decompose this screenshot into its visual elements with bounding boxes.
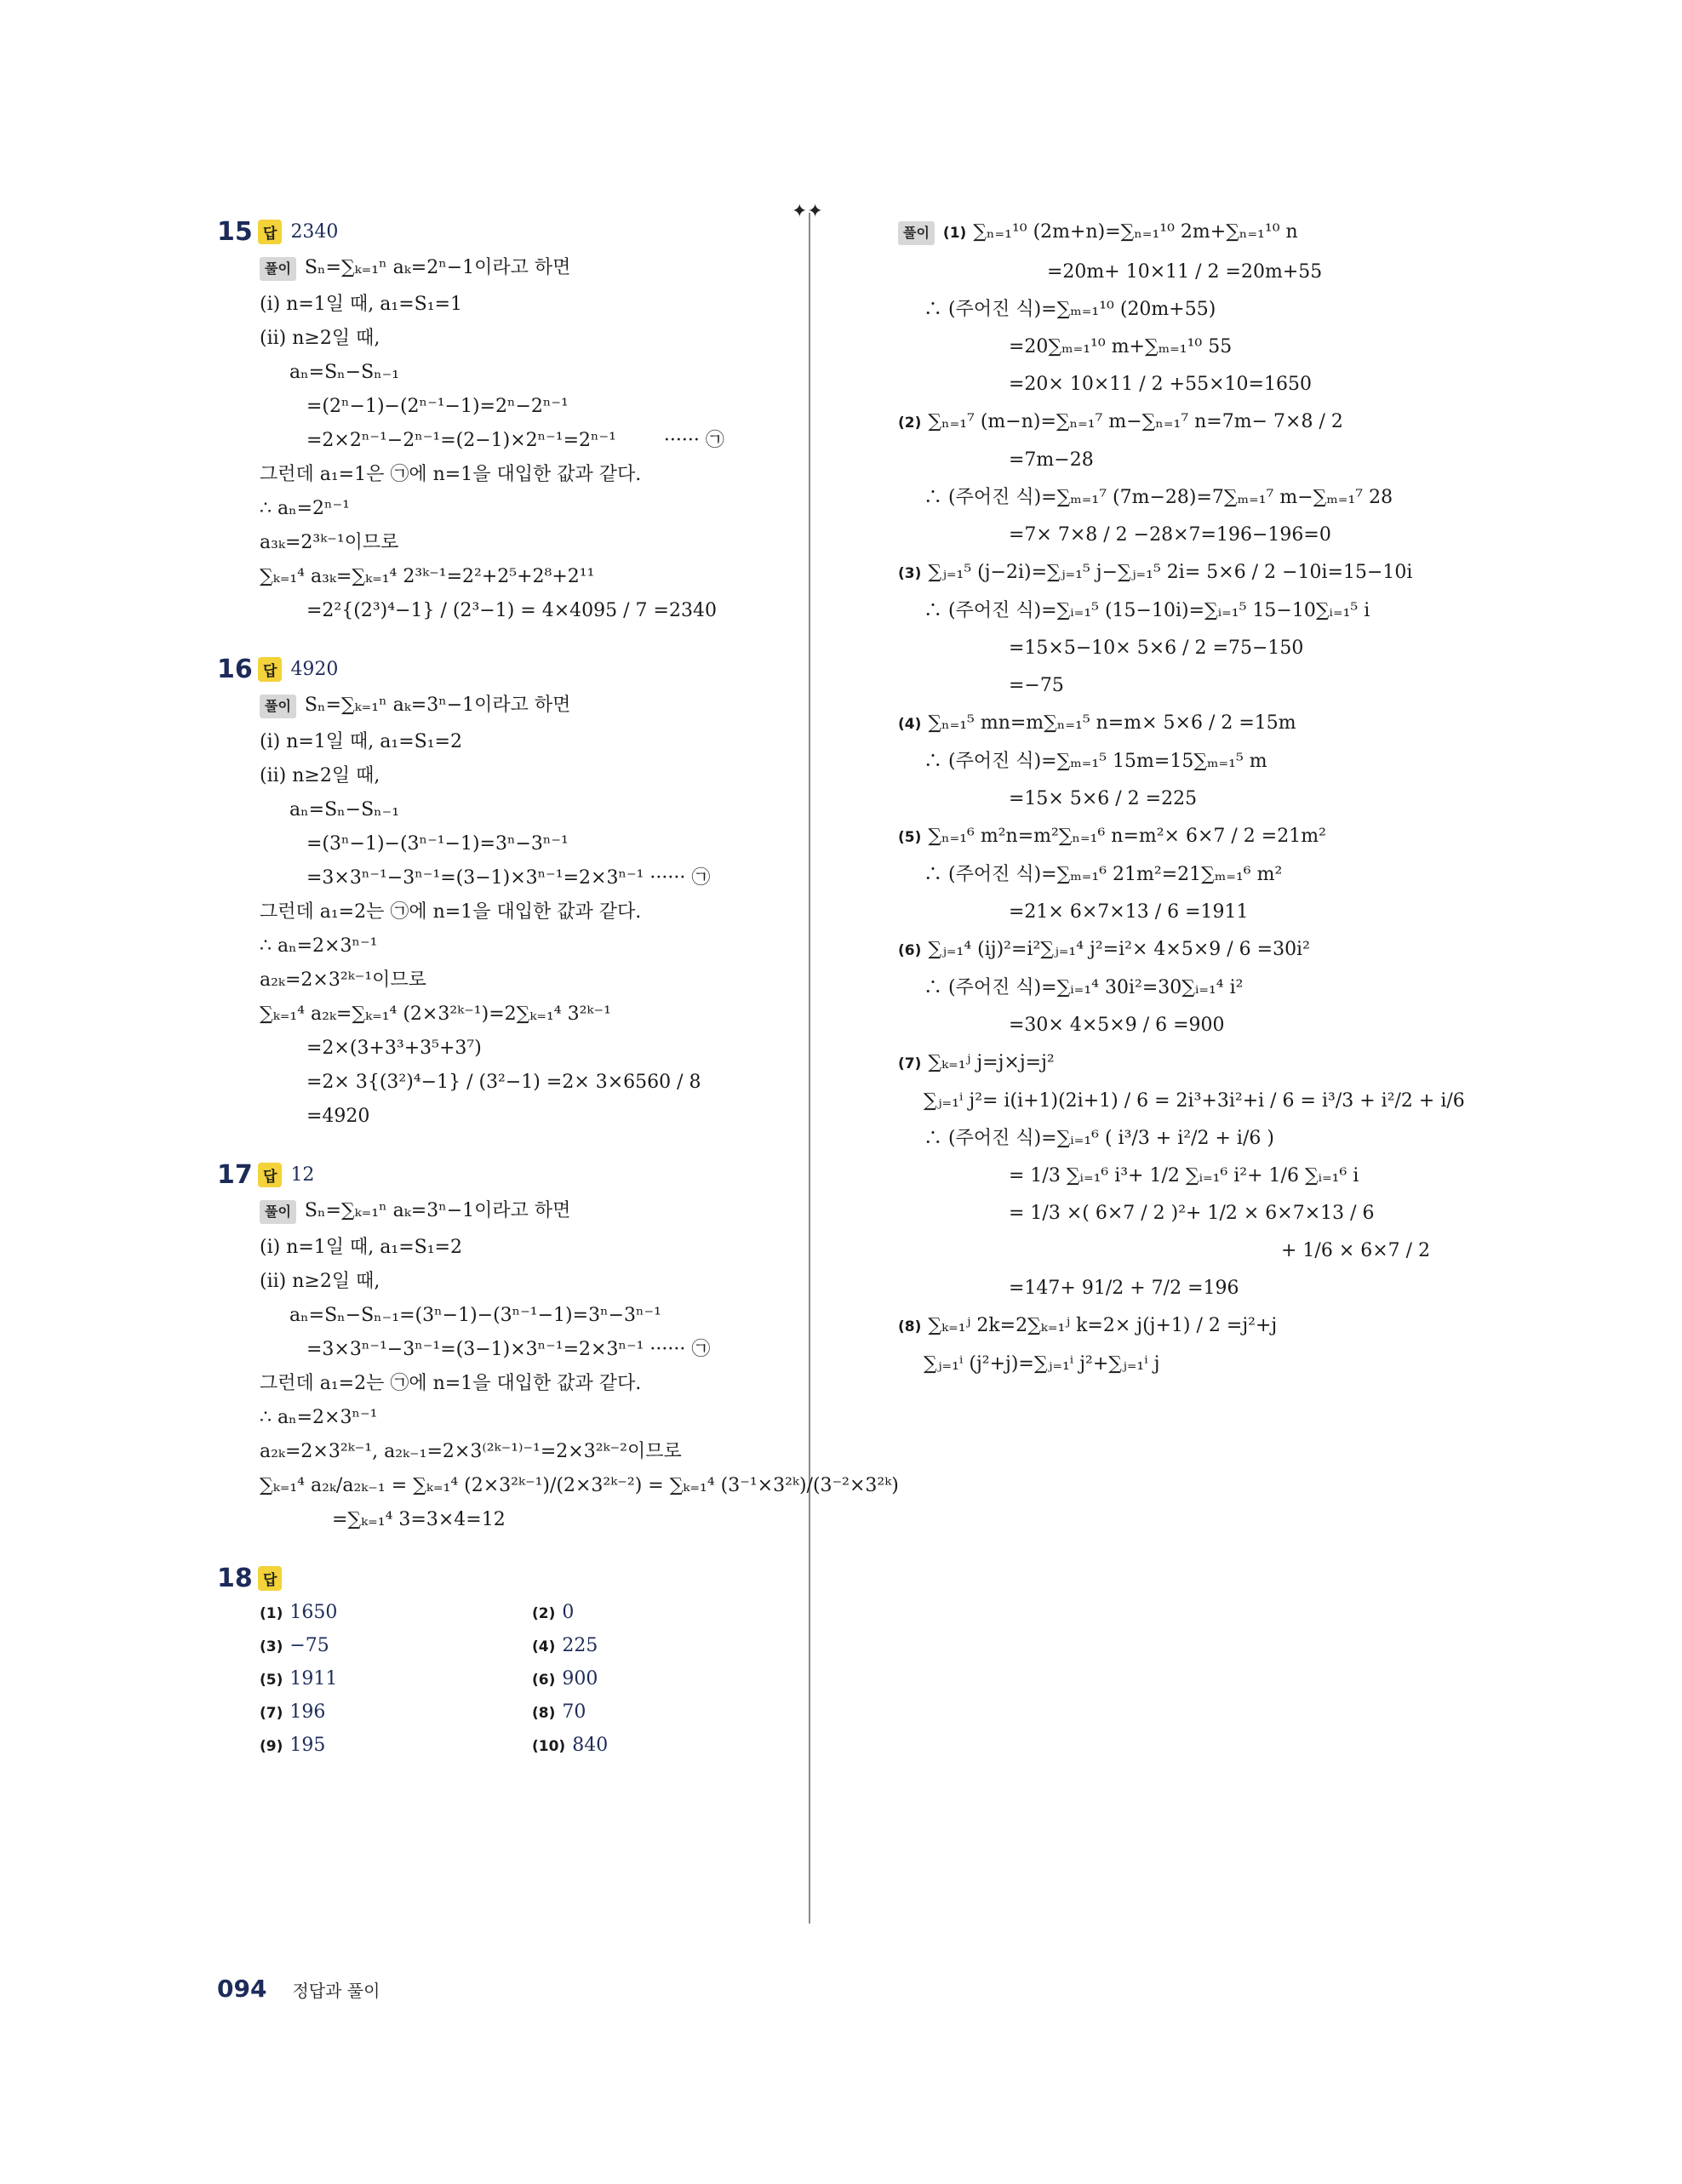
problem-18	[217, 1559, 813, 1756]
solution-line: ∴ aₙ=2ⁿ⁻¹	[260, 498, 351, 519]
solution-line	[898, 479, 1443, 517]
solution-text: ∑ⱼ₌₁⁴ (ij)²=i²∑ⱼ₌₁⁴ j²=i²× 4×5×9 / 6 =30i²	[928, 939, 1310, 960]
solution-line	[898, 442, 1443, 479]
answer-item: (1) 1650	[260, 1602, 338, 1623]
solution-line: =2×2ⁿ⁻¹−2ⁿ⁻¹=(2−1)×2ⁿ⁻¹=2ⁿ⁻¹ ······ ㉠	[306, 430, 724, 451]
solution-text: ∑ⱼ₌₁ⁱ j²= i(i+1)(2i+1) / 6 = 2i³+3i²+i / 6 = i³/3 + i²/2 + i/6	[924, 1090, 1465, 1112]
solution-line	[898, 403, 1443, 442]
solution-text: ∴ (주어진 식)=∑ₘ₌₁⁵ 15m=15∑ₘ₌₁⁵ m	[924, 751, 1267, 772]
solution-line: 그런데 a₁=2는 ㉠에 n=1을 대입한 값과 같다.	[260, 1373, 642, 1394]
solution-line: aₙ=Sₙ−Sₙ₋₁=(3ⁿ−1)−(3ⁿ⁻¹−1)=3ⁿ−3ⁿ⁻¹	[289, 1305, 661, 1326]
problem-16	[217, 650, 813, 1134]
solution-line	[898, 780, 1443, 818]
solution-line	[898, 291, 1443, 329]
solution-text: =20× 10×11 / 2 +55×10=1650	[1009, 374, 1312, 395]
solution-text: =−75	[1009, 675, 1064, 696]
solution-line: =2²{(2³)⁴−1} / (2³−1) = 4×4095 / 7 =2340	[306, 600, 717, 621]
solution-line	[898, 1083, 1465, 1120]
solution-text: ∑ₙ₌₁¹⁰ (2m+n)=∑ₙ₌₁¹⁰ 2m+∑ₙ₌₁¹⁰ n	[973, 221, 1298, 243]
solution-text: ∑ₖ₌₁ʲ 2k=2∑ₖ₌₁ʲ k=2× j(j+1) / 2 =j²+j	[928, 1315, 1278, 1336]
problem-number: 18	[217, 1563, 253, 1593]
solution-line	[898, 592, 1443, 630]
problem-15	[217, 213, 813, 628]
problem-header	[217, 1559, 813, 1597]
solution-text: ∑ₙ₌₁⁵ mn=m∑ₙ₌₁⁵ n=m× 5×6 / 2 =15m	[928, 712, 1296, 734]
answer-badge: 답	[258, 1163, 282, 1187]
solution-line: 풀이 Sₙ=∑ₖ₌₁ⁿ aₖ=3ⁿ−1이라고 하면	[217, 1193, 813, 1231]
left-column	[217, 213, 899, 1778]
problem-number: 16	[217, 654, 253, 684]
sub-problem-label: (5)	[898, 829, 922, 846]
solution-line: (ⅱ) n≥2일 때,	[260, 765, 380, 786]
solution-line	[898, 743, 1443, 780]
solution-text: =15×5−10× 5×6 / 2 =75−150	[1009, 637, 1304, 659]
page-footer	[217, 1975, 380, 2003]
solution-line: =(2ⁿ−1)−(2ⁿ⁻¹−1)=2ⁿ−2ⁿ⁻¹	[306, 396, 569, 417]
solution-line: a₂ₖ=2×3²ᵏ⁻¹이므로	[260, 969, 426, 991]
solution-text: ∴ (주어진 식)=∑ᵢ₌₁⁶ ( i³/3 + i²/2 + i/6 )	[924, 1128, 1274, 1149]
problem-number: 15	[217, 216, 253, 247]
solution-line: aₙ=Sₙ−Sₙ₋₁	[289, 362, 400, 383]
solution-line: =2× 3{(3²)⁴−1} / (3²−1) =2× 3×6560 / 8	[306, 1072, 701, 1093]
right-solution-lines	[898, 213, 1465, 1383]
sub-problem-label: (3)	[898, 565, 922, 582]
solution-line	[898, 1120, 1443, 1158]
solution-line	[898, 705, 1443, 743]
solution-line	[898, 818, 1443, 856]
solution-text: ∴ (주어진 식)=∑ₘ₌₁⁶ 21m²=21∑ₘ₌₁⁶ m²	[924, 864, 1283, 885]
solution-text: ∴ (주어진 식)=∑ᵢ₌₁⁵ (15−10i)=∑ᵢ₌₁⁵ 15−10∑ᵢ₌₁⁵ i	[924, 600, 1370, 621]
solution-line: =3×3ⁿ⁻¹−3ⁿ⁻¹=(3−1)×3ⁿ⁻¹=2×3ⁿ⁻¹ ······ ㉠	[306, 1339, 711, 1360]
solution-badge: 풀이	[260, 695, 296, 718]
solution-line	[898, 667, 1443, 705]
answer-value: 12	[290, 1163, 315, 1186]
solution-text: ∑ⱼ₌₁ⁱ (j²+j)=∑ⱼ₌₁ⁱ j²+∑ⱼ₌₁ⁱ j	[924, 1353, 1160, 1375]
solution-line	[898, 1044, 1443, 1083]
solution-text: =20∑ₘ₌₁¹⁰ m+∑ₘ₌₁¹⁰ 55	[1009, 336, 1233, 357]
solution-line	[898, 1346, 1443, 1383]
solution-text: =21× 6×7×13 / 6 =1911	[1009, 901, 1249, 923]
solution-line: (ⅰ) n=1일 때, a₁=S₁=2	[260, 731, 462, 752]
solution-text: =20m+ 10×11 / 2 =20m+55	[1047, 261, 1323, 283]
solution-text: ∑ₖ₌₁ʲ j=j×j=j²	[928, 1052, 1055, 1073]
problem-number: 17	[217, 1159, 253, 1190]
sub-problem-label: (7)	[898, 1055, 922, 1072]
bird-ornament-icon: ✦✦	[792, 201, 823, 222]
solution-line: (ⅰ) n=1일 때, a₁=S₁=1	[260, 294, 462, 315]
solution-text: ∑ₙ₌₁⁶ m²n=m²∑ₙ₌₁⁶ n=m²× 6×7 / 2 =21m²	[928, 826, 1326, 847]
sub-problem-label: (4)	[898, 716, 922, 733]
solution-text: ∑ₙ₌₁⁷ (m−n)=∑ₙ₌₁⁷ m−∑ₙ₌₁⁷ n=7m− 7×8 / 2	[928, 411, 1343, 432]
solution-text: + 1/6 × 6×7 / 2	[1281, 1240, 1431, 1261]
solution-line: 풀이 Sₙ=∑ₖ₌₁ⁿ aₖ=2ⁿ−1이라고 하면	[217, 250, 813, 288]
solution-line: ∑ₖ₌₁⁴ a₂ₖ=∑ₖ₌₁⁴ (2×3²ᵏ⁻¹)=2∑ₖ₌₁⁴ 3²ᵏ⁻¹	[260, 1003, 611, 1025]
solution-line: 그런데 a₁=2는 ㉠에 n=1을 대입한 값과 같다.	[260, 901, 642, 923]
solution-text: ∴ (주어진 식)=∑ₘ₌₁¹⁰ (20m+55)	[924, 299, 1216, 320]
solution-text: =7× 7×8 / 2 −28×7=196−196=0	[1009, 524, 1331, 546]
sub-problem-label: (6)	[898, 942, 922, 959]
solution-line: (ⅱ) n≥2일 때,	[260, 1271, 380, 1292]
answer-item: (6) 900	[532, 1668, 598, 1689]
solution-line: (ⅱ) n≥2일 때,	[260, 328, 380, 349]
solution-badge: 풀이	[260, 257, 296, 281]
solution-line	[898, 630, 1443, 667]
solution-line	[898, 1007, 1443, 1044]
solution-line	[898, 254, 1443, 291]
solution-line	[898, 517, 1443, 554]
problem-header	[217, 650, 813, 688]
answer-item: (9) 195	[260, 1735, 326, 1756]
solution-line	[898, 1270, 1443, 1307]
sub-problem-label: (1)	[942, 225, 967, 242]
solution-line: ∑ₖ₌₁⁴ a₃ₖ=∑ₖ₌₁⁴ 2³ᵏ⁻¹=2²+2⁵+2⁸+2¹¹	[260, 566, 595, 587]
answer-item: (3) −75	[260, 1635, 329, 1656]
answer-value: 4920	[290, 658, 339, 680]
solution-text: ∴ (주어진 식)=∑ₘ₌₁⁷ (7m−28)=7∑ₘ₌₁⁷ m−∑ₘ₌₁⁷ 28	[924, 487, 1393, 508]
solution-line: a₃ₖ=2³ᵏ⁻¹이므로	[260, 532, 399, 553]
solution-line: =2×(3+3³+3⁵+3⁷)	[306, 1038, 482, 1059]
sub-problem-label: (2)	[898, 415, 922, 432]
solution-line	[898, 1232, 1443, 1270]
answer-item: (4) 225	[532, 1635, 598, 1656]
solution-text: = 1/3 ∑ᵢ₌₁⁶ i³+ 1/2 ∑ᵢ₌₁⁶ i²+ 1/6 ∑ᵢ₌₁⁶ i	[1009, 1165, 1359, 1186]
answer-badge: 답	[258, 657, 282, 682]
sub-problem-label: (8)	[898, 1318, 922, 1335]
footer-title: 정답과 풀이	[292, 1981, 380, 2001]
solution-line: a₂ₖ=2×3²ᵏ⁻¹, a₂ₖ₋₁=2×3⁽²ᵏ⁻¹⁾⁻¹=2×3²ᵏ⁻²이므로	[260, 1441, 682, 1462]
answer-item: (2) 0	[532, 1602, 575, 1623]
solution-line: =4920	[306, 1106, 370, 1127]
answer-badge: 답	[258, 1566, 282, 1591]
solution-text: =147+ 91/2 + 7/2 =196	[1009, 1278, 1239, 1299]
answer-badge: 답	[258, 220, 282, 244]
solution-text: ∑ⱼ₌₁⁵ (j−2i)=∑ⱼ₌₁⁵ j−∑ⱼ₌₁⁵ 2i= 5×6 / 2 −10i=15−10i	[928, 562, 1413, 583]
solution-line	[898, 931, 1443, 969]
solution-line	[898, 213, 1443, 254]
solution-line	[898, 1195, 1443, 1232]
solution-line	[898, 366, 1443, 403]
right-column	[898, 213, 1465, 1383]
solution-text: ∴ (주어진 식)=∑ᵢ₌₁⁴ 30i²=30∑ᵢ₌₁⁴ i²	[924, 977, 1244, 998]
problem-17	[217, 1156, 899, 1537]
solution-line: ∑ₖ₌₁⁴ a₂ₖ/a₂ₖ₋₁ = ∑ₖ₌₁⁴ (2×3²ᵏ⁻¹)/(2×3²ᵏ⁻²) = ∑ₖ₌₁⁴ (3⁻¹×3²ᵏ)/(3⁻²×3²ᵏ)	[260, 1475, 899, 1496]
solution-line	[898, 1158, 1443, 1195]
answer-item: (10) 840	[532, 1735, 609, 1756]
solution-line	[898, 554, 1443, 592]
solution-text: =7m−28	[1009, 449, 1094, 471]
solution-line: (ⅰ) n=1일 때, a₁=S₁=2	[260, 1237, 462, 1258]
solution-line: ∴ aₙ=2×3ⁿ⁻¹	[260, 1407, 378, 1428]
solution-line: =(3ⁿ−1)−(3ⁿ⁻¹−1)=3ⁿ−3ⁿ⁻¹	[306, 833, 569, 855]
answer-grid	[217, 1602, 813, 1756]
solution-line	[898, 329, 1443, 366]
solution-line: 그런데 a₁=1은 ㉠에 n=1을 대입한 값과 같다.	[260, 464, 642, 485]
answer-item: (8) 70	[532, 1701, 586, 1723]
page-number: 094	[217, 1975, 267, 2003]
problem-header	[217, 1156, 813, 1193]
solution-badge: 풀이	[260, 1200, 296, 1224]
solution-line: ∴ aₙ=2×3ⁿ⁻¹	[260, 935, 378, 957]
solution-line	[898, 856, 1443, 894]
solution-line: =∑ₖ₌₁⁴ 3=3×4=12	[332, 1509, 506, 1530]
solution-line: =3×3ⁿ⁻¹−3ⁿ⁻¹=(3−1)×3ⁿ⁻¹=2×3ⁿ⁻¹ ······ ㉠	[306, 867, 711, 889]
solution-line: aₙ=Sₙ−Sₙ₋₁	[289, 799, 400, 820]
solution-line: 풀이 Sₙ=∑ₖ₌₁ⁿ aₖ=3ⁿ−1이라고 하면	[217, 688, 813, 725]
solution-text: = 1/3 ×( 6×7 / 2 )²+ 1/2 × 6×7×13 / 6	[1009, 1203, 1375, 1224]
answer-value: 2340	[290, 220, 339, 243]
answer-item: (7) 196	[260, 1701, 326, 1723]
solution-text: =30× 4×5×9 / 6 =900	[1009, 1015, 1225, 1036]
problem-header	[217, 213, 813, 250]
solution-text: =15× 5×6 / 2 =225	[1009, 788, 1198, 809]
solution-line	[898, 894, 1443, 931]
solution-line	[898, 1307, 1443, 1346]
solution-line	[898, 969, 1443, 1007]
solution-badge: 풀이	[898, 221, 935, 245]
answer-item: (5) 1911	[260, 1668, 338, 1689]
